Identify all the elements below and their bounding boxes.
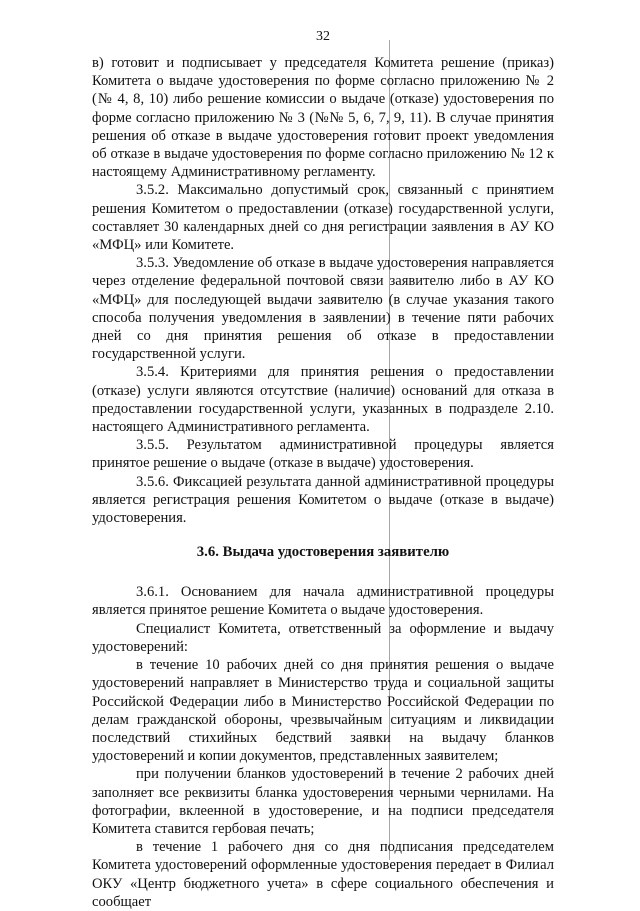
page-number: 32 [316,29,330,44]
paragraph-within-1-day: в течение 1 рабочего дня со дня подписания председателем Комитета удостоверений оформленные удостоверения передает в Филиал ОКУ «Центр бюджетного учета» в сфере социального обеспечения и сообщает [92,839,554,910]
paragraph-3-5-2: 3.5.2. Максимально допустимый срок, связанный с принятием решения Комитетом о предоставлении (отказе) государственной услуги, составляет 30 календарных дней со дня регистрации заявления в АУ КО «МФЦ» или Комитете. [92,182,554,254]
paragraph-forms-received: при получении бланков удостоверений в течение 2 рабочих дней заполняет все реквизиты бланка удостоверения черными чернилами. На фотографии, вклеенной в удостоверение, и на подписи председателя Комитета ставится гербовая печать; [92,766,554,837]
paragraph-specialist: Специалист Комитета, ответственный за оформление и выдачу удостоверений: [92,620,554,655]
paragraph-3-5-6: 3.5.6. Фиксацией результата данной административной процедуры является регистрация решения Комитетом о выдаче (отказе в выдаче) удостоверения. [92,473,554,527]
paragraph-within-10-days: в течение 10 рабочих дней со дня принятия решения о выдаче удостоверений направляет в Министерство труда и социальной защиты Российской Федерации либо в Министерство Российской Федерации по делам гражданской обороны, чрезвычайным ситуациям и ликвидации последствий стихийных бедствий заявки на выдачу бланков удостоверений и копии документов, представленных заявителем; [92,657,554,765]
document-page [92,28,554,911]
section-heading: 3.6. Выдача удостоверения заявителю [196,544,450,561]
paragraph-3-5-5: 3.5.5. Результатом административной процедуры является принятое решение о выдаче (отказе в выдаче) удостоверения. [92,437,554,472]
paragraph-3-5-4: 3.5.4. Критериями для принятия решения о предоставлении (отказе) услуги являются отсутствие (наличие) оснований для отказа в предоставлении государственной услуги, указанных в подразделе 2.10. настоящего Административного регламента. [92,364,554,436]
paragraph-3-5-1-c: в) готовит и подписывает у председателя Комитета решение (приказ) Комитета о выдаче удостоверения по форме согласно приложению № 2 (№ 4, 8, 10) либо решение комиссии о выдаче (отказе) удостоверения по форме согласно приложению № 3 (№№ 5, 6, 7, 9, 11). В случае принятия решения об отказе в выдаче удостоверения готовит проект уведомления об отказе в выдаче удостоверения по форме согласно приложению № 12 к настоящему Административному регламенту. [92,55,554,181]
paragraph-3-5-3: 3.5.3. Уведомление об отказе в выдаче удостоверения направляется через отделение федеральной почтовой связи заявителю либо в АУ КО «МФЦ» для последующей выдачи заявителю (в случае указания такого способа получения уведомления в заявлении) в течение пяти рабочих дней со дня принятия решения об отказе в предоставлении государственной услуги. [92,255,554,363]
paragraph-3-6-1: 3.6.1. Основанием для начала административной процедуры является принятое решение Комитета о выдаче удостоверения. [92,584,554,619]
